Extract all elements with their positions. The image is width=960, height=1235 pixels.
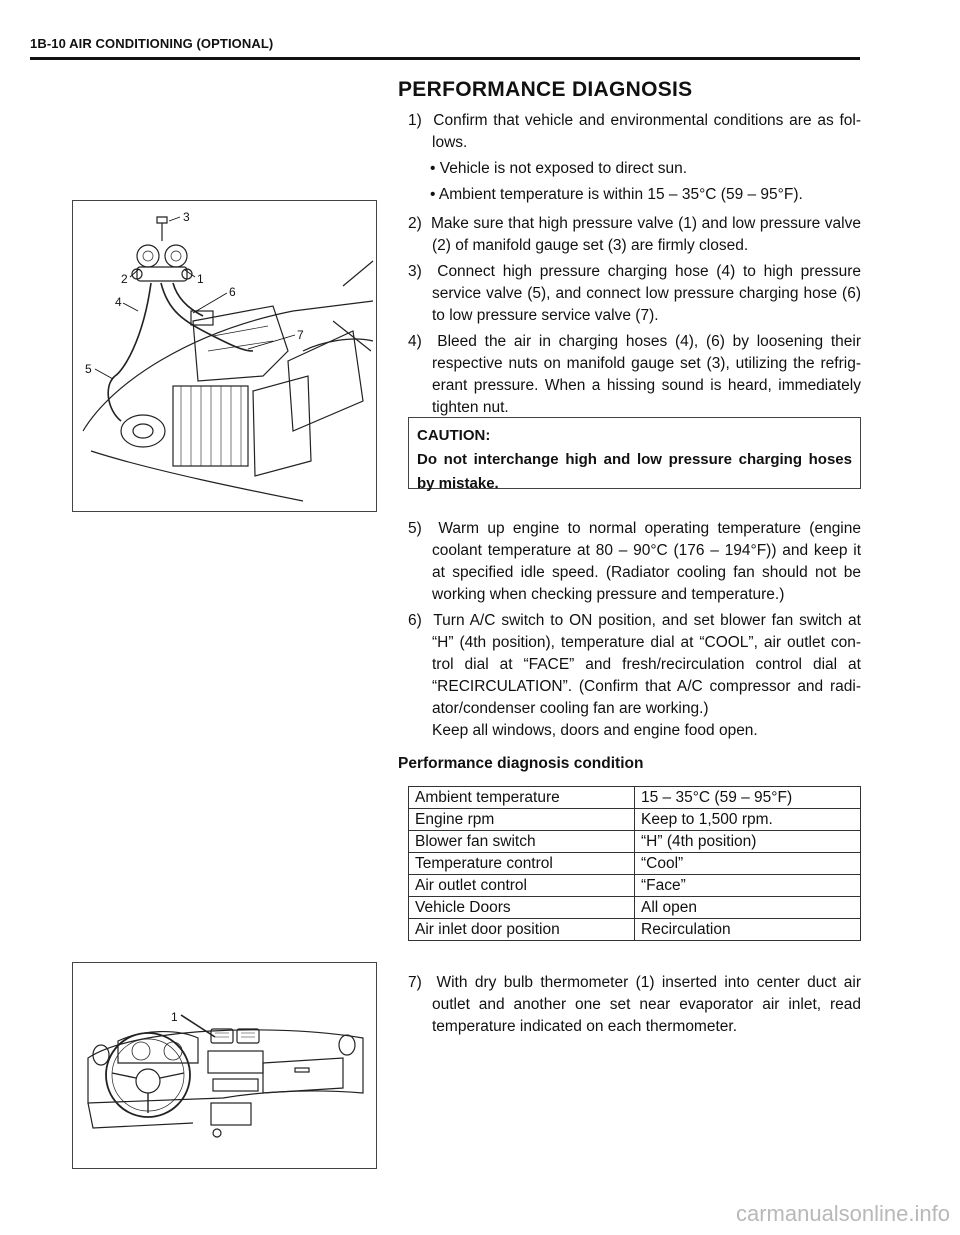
table-cell: Engine rpm xyxy=(409,809,635,831)
table-cell: Temperature control xyxy=(409,853,635,875)
table-cell: Recirculation xyxy=(635,919,861,941)
table-row xyxy=(409,875,861,897)
section-title: PERFORMANCE DIAGNOSIS xyxy=(398,78,693,101)
callout-1-dash: 1 xyxy=(171,1010,178,1024)
step-4: 4) Bleed the air in charging hoses (4), (6) by loosening their respective nuts on manifold gauge set (3), utilizing the refrig- erant pressure. When a hissing sound is heard, immediately tighten nut. xyxy=(408,333,861,416)
table-cell: 15 – 35°C (59 – 95°F) xyxy=(635,787,861,809)
caution-text: Do not interchange high and low pressure charging hoses by mistake. xyxy=(417,451,852,492)
table-cell: “H” (4th position) xyxy=(635,831,861,853)
engine-bay-illustration xyxy=(73,201,376,511)
callout-3: 3 xyxy=(183,210,190,224)
table-cell: Air inlet door position xyxy=(409,919,635,941)
step-3: 3) Connect high pressure charging hose (4) to high pressure service valve (5), and connect low pressure charging hose (6) to low pressure service valve (7). xyxy=(408,263,861,324)
caution-title: CAUTION: xyxy=(417,427,491,444)
step-1-block xyxy=(408,110,861,210)
table-cell: Ambient temperature xyxy=(409,787,635,809)
callout-6: 6 xyxy=(229,285,236,299)
step-5: 5) Warm up engine to normal operating temperature (engine coolant temperature at 80 – 90°C (176 – 194°F)) and keep it at specified idle speed. (Radiator cooling fan should not be working when checking pressure and temperature.) xyxy=(408,520,861,603)
watermark: carmanualsonline.info xyxy=(735,1201,950,1226)
table-cell: Air outlet control xyxy=(409,875,635,897)
table-cell: “Cool” xyxy=(635,853,861,875)
table-row xyxy=(409,787,861,809)
table-cell: All open xyxy=(635,897,861,919)
table-cell: Vehicle Doors xyxy=(409,897,635,919)
dashboard-illustration xyxy=(73,963,376,1168)
callout-2: 2 xyxy=(121,272,128,286)
callout-5: 5 xyxy=(85,362,92,376)
figure-gauge-hookup xyxy=(72,200,377,512)
step-6-extra: Keep all windows, doors and engine food open. xyxy=(432,722,758,739)
steps-2-4 xyxy=(408,213,861,423)
step-2: 2) Make sure that high pressure valve (1) and low pressure valve (2) of manifold gauge set (3) are firmly closed. xyxy=(408,215,861,254)
table-cell: “Face” xyxy=(635,875,861,897)
condition-table xyxy=(408,786,861,941)
table-cell: Keep to 1,500 rpm. xyxy=(635,809,861,831)
step-6: 6) Turn A/C switch to ON position, and set blower fan switch at “H” (4th position), temperature dial at “COOL”, air outlet con- trol dial at “FACE” and fresh/recirculation control dial at “RECIRCULATION”. (Confirm that A/C compressor and radi- ator/condenser cooling fan are working.) xyxy=(408,612,861,717)
steps-5-6 xyxy=(408,518,861,742)
callout-1: 1 xyxy=(197,272,204,286)
callout-4: 4 xyxy=(115,295,122,309)
callout-7: 7 xyxy=(297,328,304,342)
table-row xyxy=(409,853,861,875)
step-1-bullet-1: • Vehicle is not exposed to direct sun. xyxy=(430,160,688,177)
table-row xyxy=(409,831,861,853)
table-row xyxy=(409,919,861,941)
table-row xyxy=(409,809,861,831)
table-row xyxy=(409,897,861,919)
table-cell: Blower fan switch xyxy=(409,831,635,853)
figure-dashboard xyxy=(72,962,377,1169)
step-1: 1) Confirm that vehicle and environmental conditions are as fol- lows. xyxy=(408,112,861,151)
header-rule xyxy=(30,57,860,60)
table-title: Performance diagnosis condition xyxy=(398,755,644,772)
step-7: 7) With dry bulb thermometer (1) inserted into center duct air outlet and another one set near evaporator air inlet, read temperature indicated on each thermometer. xyxy=(408,974,861,1035)
step-7-block xyxy=(408,972,861,1042)
caution-box xyxy=(408,417,861,492)
step-1-bullet-2: • Ambient temperature is within 15 – 35°C (59 – 95°F). xyxy=(430,186,803,203)
page-header: 1B-10 AIR CONDITIONING (OPTIONAL) xyxy=(30,36,274,51)
